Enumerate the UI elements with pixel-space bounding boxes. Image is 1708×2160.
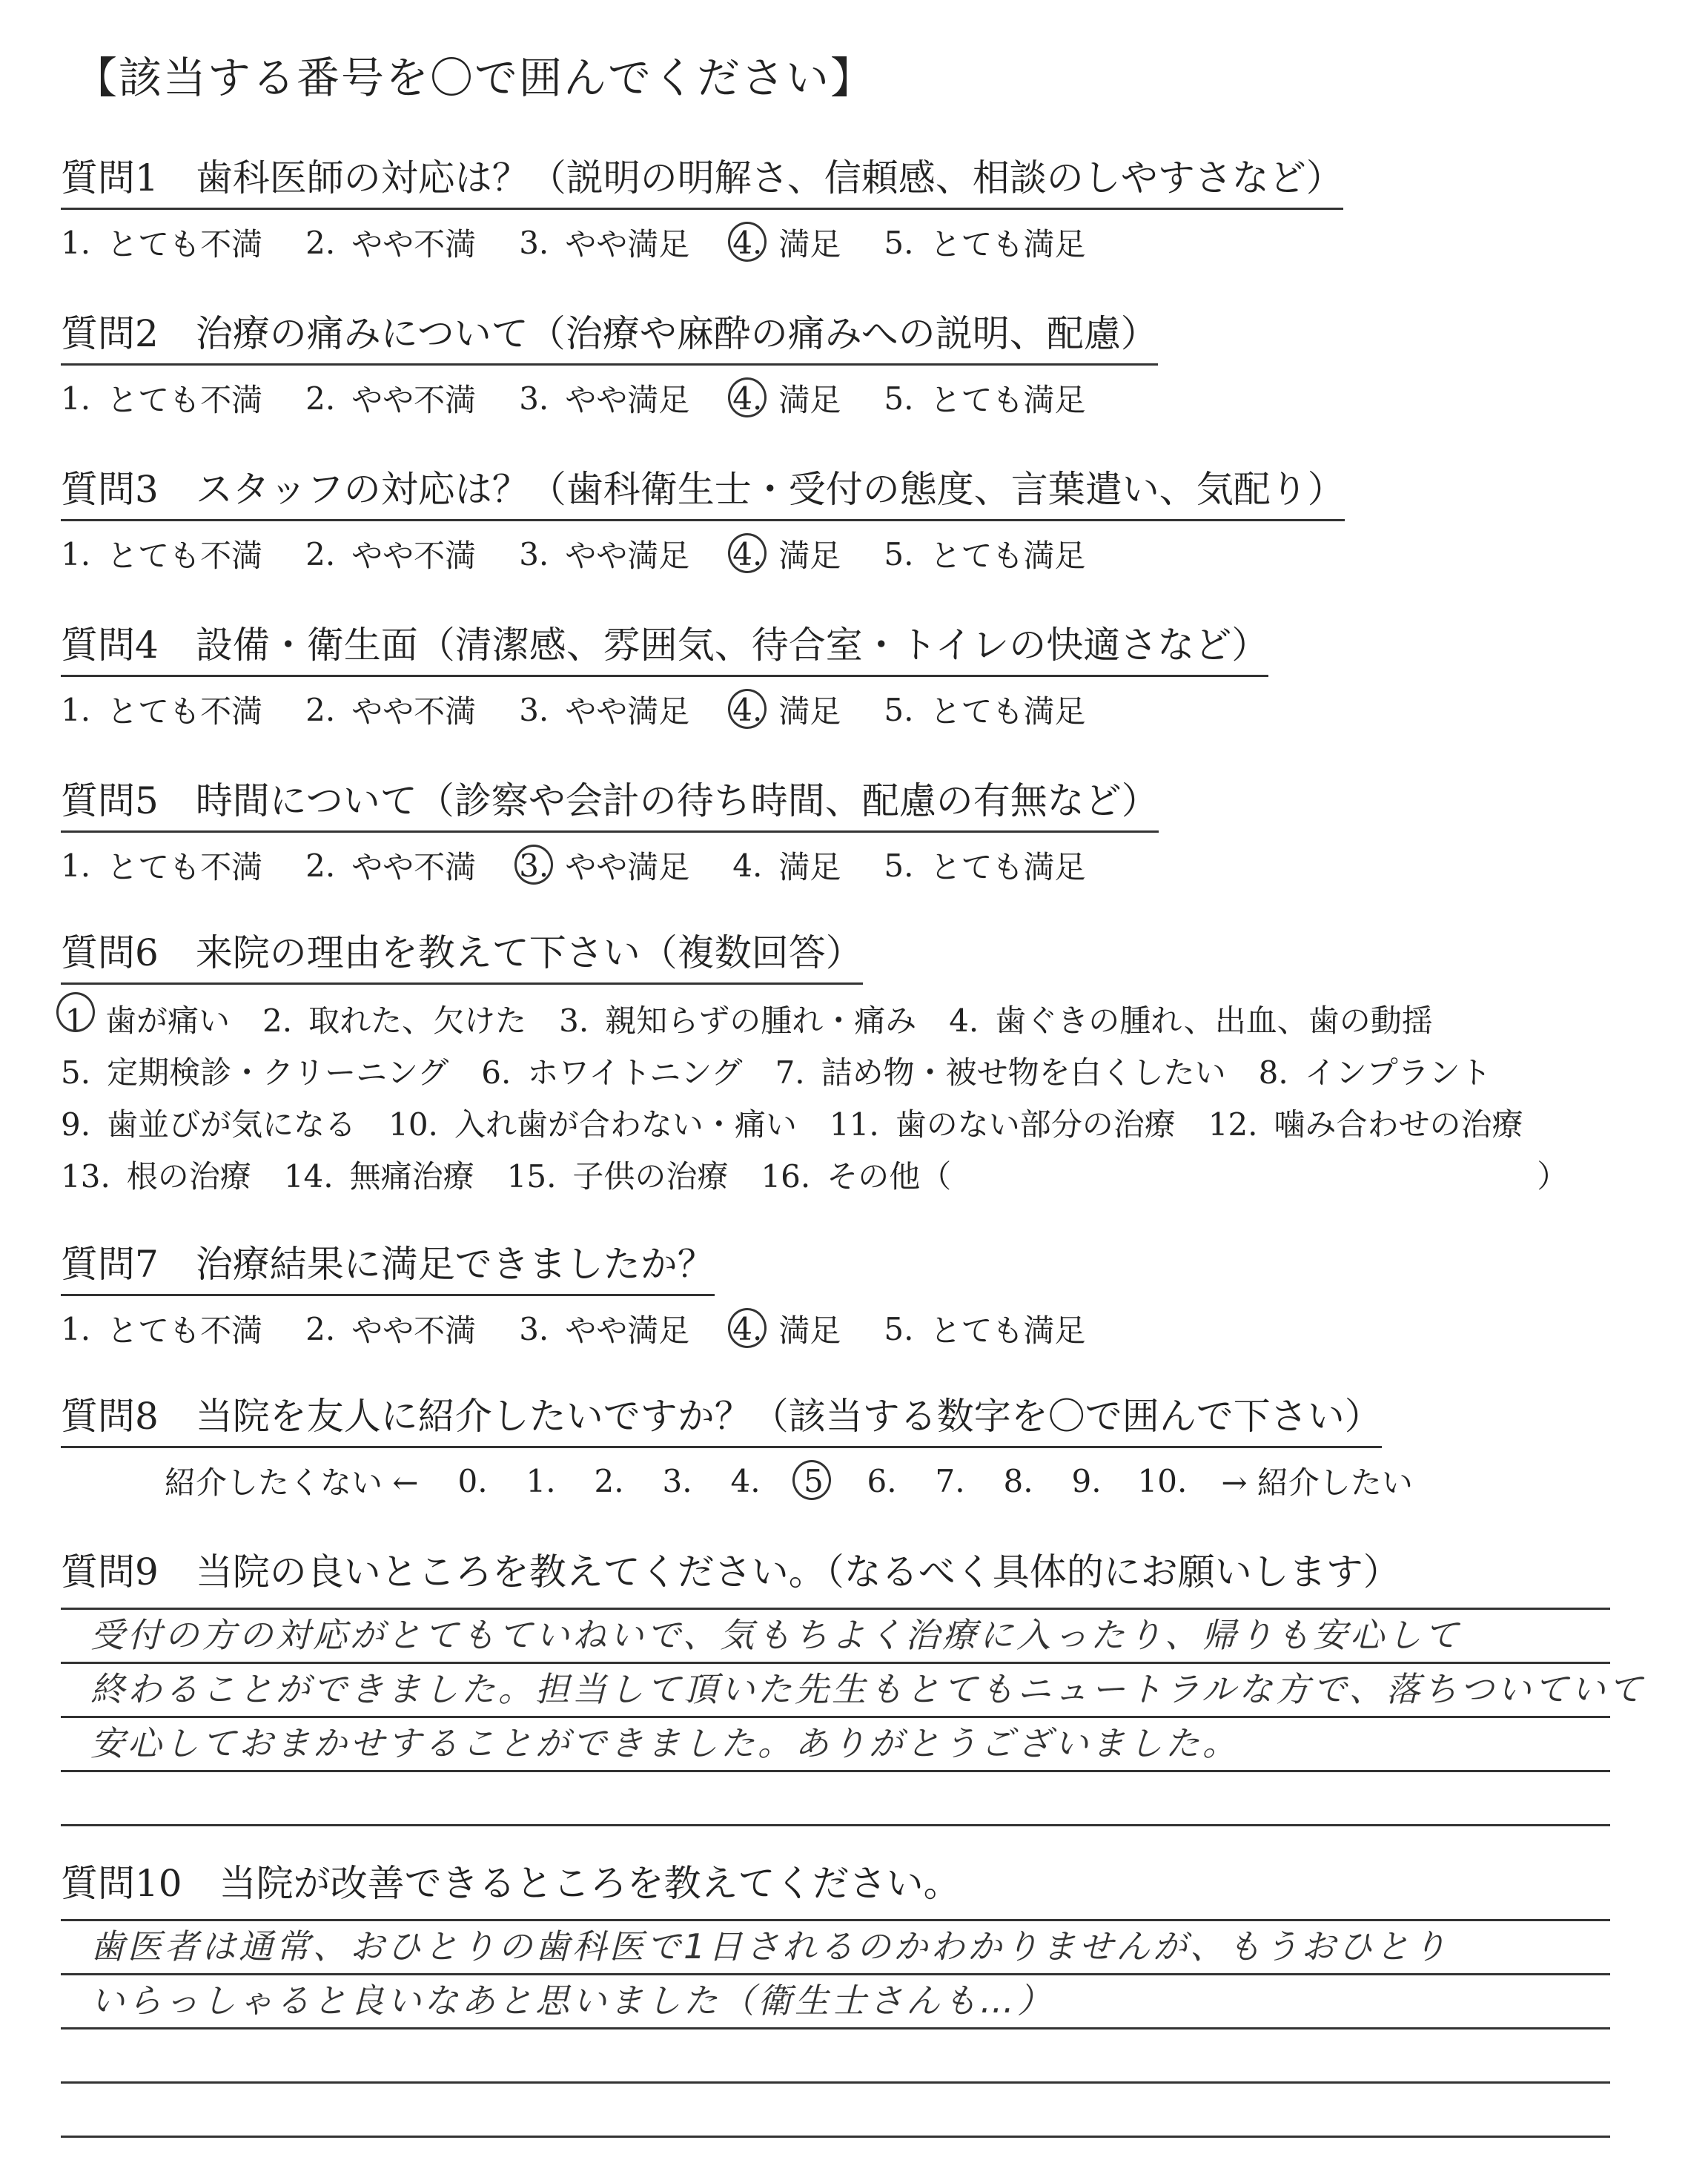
- answer-line: [61, 1975, 1610, 2029]
- reason-10[interactable]: 10. 入れ歯が合わない・痛い: [388, 1106, 797, 1143]
- rating-options: [61, 687, 1655, 732]
- option-3[interactable]: 3. やや満足: [519, 691, 690, 730]
- answer-line: [61, 2084, 1610, 2138]
- reason-7[interactable]: 7. 詰め物・被せ物を白くしたい: [775, 1054, 1226, 1091]
- score-2[interactable]: 2.: [594, 1462, 624, 1499]
- rating-options: [61, 220, 1655, 265]
- option-1[interactable]: 1. とても不満: [61, 224, 263, 262]
- option-3[interactable]: 3. やや満足: [519, 535, 690, 574]
- question-9-heading: 質問9 当院の良いところを教えてください。（なるべく具体的にお願いします）: [61, 1550, 1400, 1593]
- answer-area[interactable]: [61, 1608, 1655, 1826]
- answer-line: [61, 1718, 1610, 1772]
- reason-13[interactable]: 13. 根の治療: [61, 1158, 251, 1195]
- question-1: [61, 148, 1655, 265]
- reason-row: [61, 1151, 1655, 1203]
- option-4-selected[interactable]: 4. 満足: [732, 535, 841, 574]
- option-3[interactable]: 3. やや満足: [519, 224, 690, 262]
- answer-line: [61, 2029, 1610, 2084]
- question-4-heading: 質問4 設備・衛生面（清潔感、雰囲気、待合室・トイレの快適さなど）: [61, 615, 1268, 677]
- question-8: [61, 1387, 1655, 1503]
- handwritten-text: 安心しておまかせすることができました。ありがとうございました。: [90, 1723, 1239, 1763]
- option-4-selected[interactable]: 4. 満足: [732, 691, 841, 730]
- question-10: [61, 1854, 1655, 2138]
- option-4-selected[interactable]: 4. 満足: [732, 380, 841, 418]
- reason-row: [61, 1047, 1655, 1099]
- option-4[interactable]: 4. 満足: [732, 847, 841, 885]
- question-2-heading: 質問2 治療の痛みについて（治療や麻酔の痛みへの説明、配慮）: [61, 304, 1158, 366]
- reason-14[interactable]: 14. 無痛治療: [283, 1158, 474, 1195]
- question-7-heading: 質問7 治療結果に満足できましたか？: [61, 1235, 715, 1296]
- reason-2[interactable]: 2. 取れた、欠けた: [262, 1003, 527, 1039]
- option-3-selected[interactable]: 3. やや満足: [519, 847, 690, 885]
- reason-3[interactable]: 3. 親知らずの腫れ・痛み: [559, 1003, 917, 1039]
- option-1[interactable]: 1. とても不満: [61, 847, 263, 885]
- question-number: 質問1: [61, 156, 159, 199]
- option-5[interactable]: 5. とても満足: [884, 1310, 1086, 1349]
- option-3[interactable]: 3. やや満足: [519, 380, 690, 418]
- answer-line: [61, 1921, 1610, 1975]
- reason-8[interactable]: 8. インプラント: [1258, 1054, 1492, 1091]
- score-3[interactable]: 3.: [662, 1462, 692, 1499]
- reason-row: [61, 995, 1655, 1047]
- score-6[interactable]: 6.: [867, 1462, 897, 1499]
- score-0[interactable]: 0.: [457, 1462, 488, 1499]
- scale-right-label: → 紹介したい: [1221, 1464, 1413, 1501]
- handwritten-text: 歯医者は通常、おひとりの歯科医で1日されるのかわかりませんが、もうおひとり: [90, 1926, 1450, 1966]
- question-1-heading: [61, 148, 1343, 210]
- question-8-heading: 質問8 当院を友人に紹介したいですか？（該当する数字を〇で囲んで下さい）: [61, 1387, 1382, 1448]
- reason-4[interactable]: 4. 歯ぐきの腫れ、出血、歯の動揺: [949, 1003, 1433, 1039]
- question-text: 歯科医師の対応は？（説明の明解さ、信頼感、相談のしやすさなど）: [195, 156, 1343, 199]
- reason-6[interactable]: 6. ホワイトニング: [481, 1054, 743, 1091]
- question-4: [61, 615, 1655, 732]
- other-blank-field[interactable]: [951, 1151, 1537, 1203]
- reason-16-other[interactable]: 16. その他（ ）: [761, 1151, 1568, 1203]
- option-2[interactable]: 2. やや不満: [305, 535, 477, 574]
- option-5[interactable]: 5. とても満足: [884, 847, 1086, 885]
- question-3: [61, 460, 1655, 576]
- page-title: 【該当する番号を〇で囲んでください】: [74, 53, 875, 103]
- handwritten-text: 終わることができました。担当して頂いた先生もとてもニュートラルな方で、落ちついていて: [90, 1669, 1646, 1709]
- option-5[interactable]: 5. とても満足: [884, 224, 1086, 262]
- option-5[interactable]: 5. とても満足: [884, 380, 1086, 418]
- score-4[interactable]: 4.: [730, 1462, 761, 1499]
- question-7: [61, 1235, 1655, 1351]
- reason-11[interactable]: 11. 歯のない部分の治療: [829, 1106, 1176, 1143]
- option-5[interactable]: 5. とても満足: [884, 691, 1086, 730]
- rating-options: [61, 1307, 1655, 1351]
- score-10[interactable]: 10.: [1137, 1462, 1188, 1499]
- rating-options: [61, 376, 1655, 420]
- question-9: [61, 1542, 1655, 1826]
- question-3-heading: 質問3 スタッフの対応は？（歯科衛生士・受付の態度、言葉遣い、気配り）: [61, 460, 1345, 521]
- option-4-selected[interactable]: 4. 満足: [732, 1310, 841, 1349]
- question-5: [61, 771, 1655, 888]
- score-1[interactable]: 1.: [526, 1462, 556, 1499]
- option-2[interactable]: 2. やや不満: [305, 847, 477, 885]
- option-1[interactable]: 1. とても不満: [61, 535, 263, 574]
- score-5-selected[interactable]: 5: [797, 1463, 831, 1499]
- scale-left-label: 紹介したくない ←: [165, 1464, 419, 1501]
- answer-line: [61, 1772, 1610, 1826]
- answer-line: [61, 1664, 1646, 1718]
- reason-row: [61, 1099, 1655, 1151]
- score-9[interactable]: 9.: [1071, 1462, 1102, 1499]
- option-1[interactable]: 1. とても不満: [61, 380, 263, 418]
- option-2[interactable]: 2. やや不満: [305, 224, 477, 262]
- rating-options: [61, 532, 1655, 576]
- option-4-selected[interactable]: 4. 満足: [732, 224, 841, 262]
- score-8[interactable]: 8.: [1003, 1462, 1033, 1499]
- handwritten-text: いらっしゃると良いなあと思いました（衛生士さんも…）: [90, 1981, 1054, 2021]
- answer-line: [61, 1610, 1610, 1664]
- question-6: [61, 923, 1655, 1203]
- option-2[interactable]: 2. やや不満: [305, 380, 477, 418]
- option-1[interactable]: 1. とても不満: [61, 1310, 263, 1349]
- reason-1-selected[interactable]: 1 歯が痛い: [61, 995, 230, 1047]
- reason-15[interactable]: 15. 子供の治療: [506, 1158, 729, 1195]
- question-10-heading: 質問10 当院が改善できるところを教えてください。: [61, 1862, 961, 1905]
- reason-12[interactable]: 12. 噛み合わせの治療: [1208, 1106, 1523, 1143]
- answer-area[interactable]: [61, 1919, 1655, 2138]
- reason-9[interactable]: 9. 歯並びが気になる: [61, 1106, 357, 1143]
- question-2: [61, 304, 1655, 420]
- rating-options: [61, 843, 1655, 888]
- reason-5[interactable]: 5. 定期検診・クリーニング: [61, 1054, 449, 1091]
- question-6-heading: 質問6 来院の理由を教えて下さい（複数回答）: [61, 923, 863, 985]
- option-2[interactable]: 2. やや不満: [305, 1310, 477, 1349]
- question-5-heading: 質問5 時間について（診察や会計の待ち時間、配慮の有無など）: [61, 771, 1159, 833]
- score-7[interactable]: 7.: [935, 1462, 965, 1499]
- recommend-scale: [165, 1459, 1655, 1503]
- option-3[interactable]: 3. やや満足: [519, 1310, 690, 1349]
- option-2[interactable]: 2. やや不満: [305, 691, 477, 730]
- handwritten-text: 受付の方の対応がとてもていねいで、気もちよく治療に入ったり、帰りも安心して: [90, 1615, 1462, 1655]
- option-1[interactable]: 1. とても不満: [61, 691, 263, 730]
- reason-options: [61, 995, 1655, 1203]
- option-5[interactable]: 5. とても満足: [884, 535, 1086, 574]
